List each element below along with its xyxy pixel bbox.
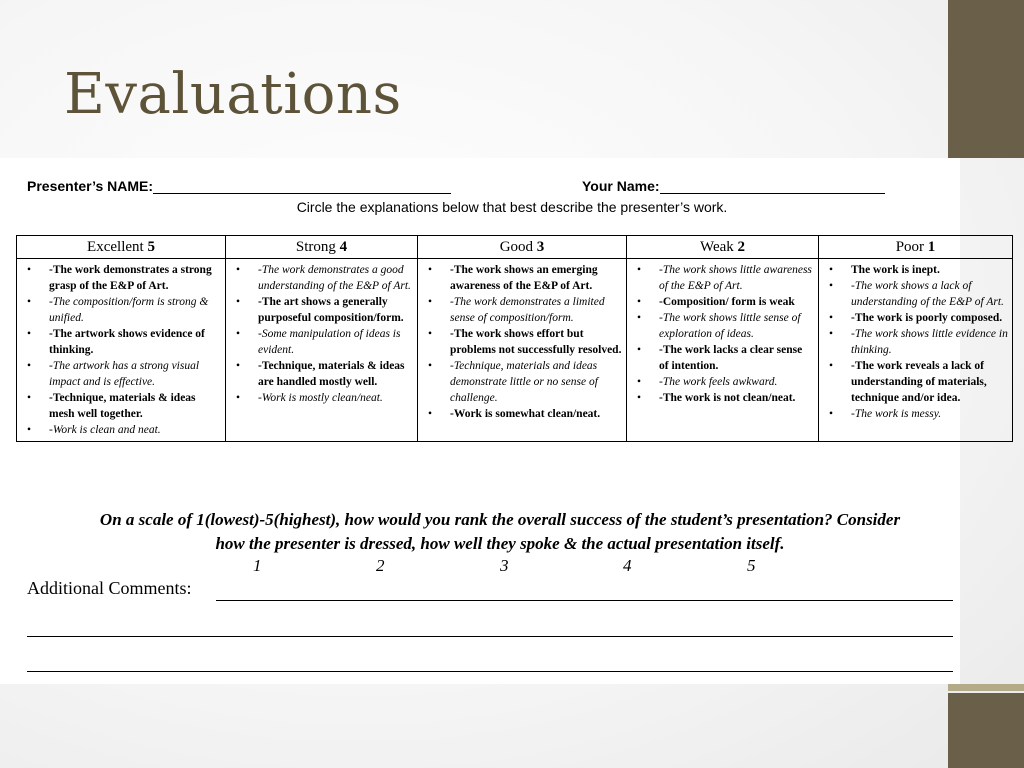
- header-excellent: [17, 236, 226, 259]
- criterion-item[interactable]: • -The work is messy.: [825, 406, 1008, 422]
- criterion-item[interactable]: • -The work reveals a lack of understanding of materials, technique and/or idea.: [825, 358, 1008, 406]
- criterion-item[interactable]: • -The work shows a lack of understanding of the E&P of Art.: [825, 278, 1008, 310]
- criterion-item[interactable]: • -The artwork has a strong visual impact and is effective.: [23, 358, 221, 390]
- your-name-label: Your Name:: [582, 178, 660, 194]
- criterion-item[interactable]: • -Technique, materials and ideas demonstrate little or no sense of challenge.: [424, 358, 622, 406]
- accent-bar-bottom: [948, 693, 1024, 768]
- criterion-item[interactable]: • -The art shows a generally purposeful composition/form.: [232, 294, 413, 326]
- scale-question-line2: how the presenter is dressed, how well they spoke & the actual presentation itself.: [215, 534, 785, 553]
- header-weak: [627, 236, 819, 259]
- rubric-criteria-row: [17, 259, 1013, 442]
- criterion-item[interactable]: • -Work is somewhat clean/neat.: [424, 406, 622, 422]
- criterion-item[interactable]: • -The work demonstrates a limited sense of composition/form.: [424, 294, 622, 326]
- criterion-item[interactable]: • -The work is not clean/neat.: [633, 390, 814, 406]
- criterion-item[interactable]: • -The work lacks a clear sense of intention.: [633, 342, 814, 374]
- header-score: 2: [737, 238, 746, 255]
- evaluation-form: [0, 158, 1008, 684]
- criterion-item[interactable]: • -Technique, materials & ideas mesh well together.: [23, 390, 221, 422]
- criterion-item[interactable]: • -The composition/form is strong & unified.: [23, 294, 221, 326]
- criteria-list: [232, 262, 413, 406]
- scale-question-line1: On a scale of 1(lowest)-5(highest), how would you rank the overall success of the student’s presentation? Consider: [99, 510, 901, 529]
- criterion-item[interactable]: • -Some manipulation of ideas is evident.: [232, 326, 413, 358]
- criterion-item[interactable]: • -The work feels awkward.: [633, 374, 814, 390]
- comments-label: Additional Comments:: [27, 578, 192, 598]
- header-label: Strong: [295, 238, 336, 255]
- your-name-line[interactable]: [660, 176, 885, 194]
- scale-option-5[interactable]: 5: [747, 556, 756, 575]
- criterion-item[interactable]: • -The work shows effort but problems not successfully resolved.: [424, 326, 622, 358]
- slide-title: Evaluations: [64, 62, 402, 127]
- criterion-item[interactable]: • -The work shows little sense of exploration of ideas.: [633, 310, 814, 342]
- criterion-item[interactable]: • The work is inept.: [825, 262, 1008, 278]
- criterion-item[interactable]: • -Work is mostly clean/neat.: [232, 390, 413, 406]
- criterion-item[interactable]: • -The work demonstrates a good understanding of the E&P of Art.: [232, 262, 413, 294]
- presenter-name-row: [27, 176, 451, 194]
- criterion-item[interactable]: • -The work shows little evidence in thinking.: [825, 326, 1008, 358]
- header-label: Weak: [699, 238, 734, 255]
- criteria-list: [633, 262, 814, 406]
- criterion-item[interactable]: • -The artwork shows evidence of thinking.: [23, 326, 221, 358]
- header-label: Poor: [895, 238, 925, 255]
- comments-line-2[interactable]: [27, 636, 953, 637]
- criterion-item[interactable]: • -Work is clean and neat.: [23, 422, 221, 438]
- comments-line-1[interactable]: [216, 600, 953, 601]
- scale-option-3[interactable]: 3: [500, 556, 509, 575]
- criteria-list: [424, 262, 622, 422]
- header-score: 4: [339, 238, 348, 255]
- scale-option-2[interactable]: 2: [376, 556, 385, 575]
- comments-line-3[interactable]: [27, 671, 953, 672]
- criteria-cell-excellent: [17, 259, 226, 442]
- scale-option-1[interactable]: 1: [253, 556, 262, 575]
- rubric-header-row: [17, 236, 1013, 259]
- instruction-text: Circle the explanations below that best describe the presenter’s work.: [296, 199, 728, 215]
- criterion-item[interactable]: • -The work is poorly composed.: [825, 310, 1008, 326]
- criterion-item[interactable]: • -The work shows an emerging awareness of the E&P of Art.: [424, 262, 622, 294]
- presenter-name-line[interactable]: [153, 176, 451, 194]
- header-good: [418, 236, 627, 259]
- criterion-item[interactable]: • -Technique, materials & ideas are handled mostly well.: [232, 358, 413, 390]
- your-name-row: [582, 176, 885, 194]
- criterion-item[interactable]: • -The work shows little awareness of the E&P of Art.: [633, 262, 814, 294]
- header-score: 5: [147, 238, 155, 255]
- criterion-item[interactable]: • -Composition/ form is weak: [633, 294, 814, 310]
- criteria-cell-weak: [627, 259, 819, 442]
- rubric-table: [16, 235, 1013, 442]
- criteria-list: [825, 262, 1008, 422]
- header-strong: [226, 236, 418, 259]
- header-score: 3: [536, 238, 545, 255]
- header-label: Excellent: [87, 238, 144, 255]
- criteria-cell-good: [418, 259, 627, 442]
- scale-question: [0, 508, 1000, 556]
- presenter-name-label: Presenter’s NAME:: [27, 178, 154, 194]
- criterion-item[interactable]: • -The work demonstrates a strong grasp of the E&P of Art.: [23, 262, 221, 294]
- accent-bar-top: [948, 0, 1024, 158]
- header-score: 1: [927, 238, 936, 255]
- scale-option-4[interactable]: 4: [623, 556, 632, 575]
- criteria-cell-strong: [226, 259, 418, 442]
- criteria-cell-poor: [819, 259, 1013, 442]
- accent-line: [948, 684, 1024, 691]
- criteria-list: [23, 262, 221, 438]
- header-poor: [819, 236, 1013, 259]
- header-label: Good: [499, 238, 534, 255]
